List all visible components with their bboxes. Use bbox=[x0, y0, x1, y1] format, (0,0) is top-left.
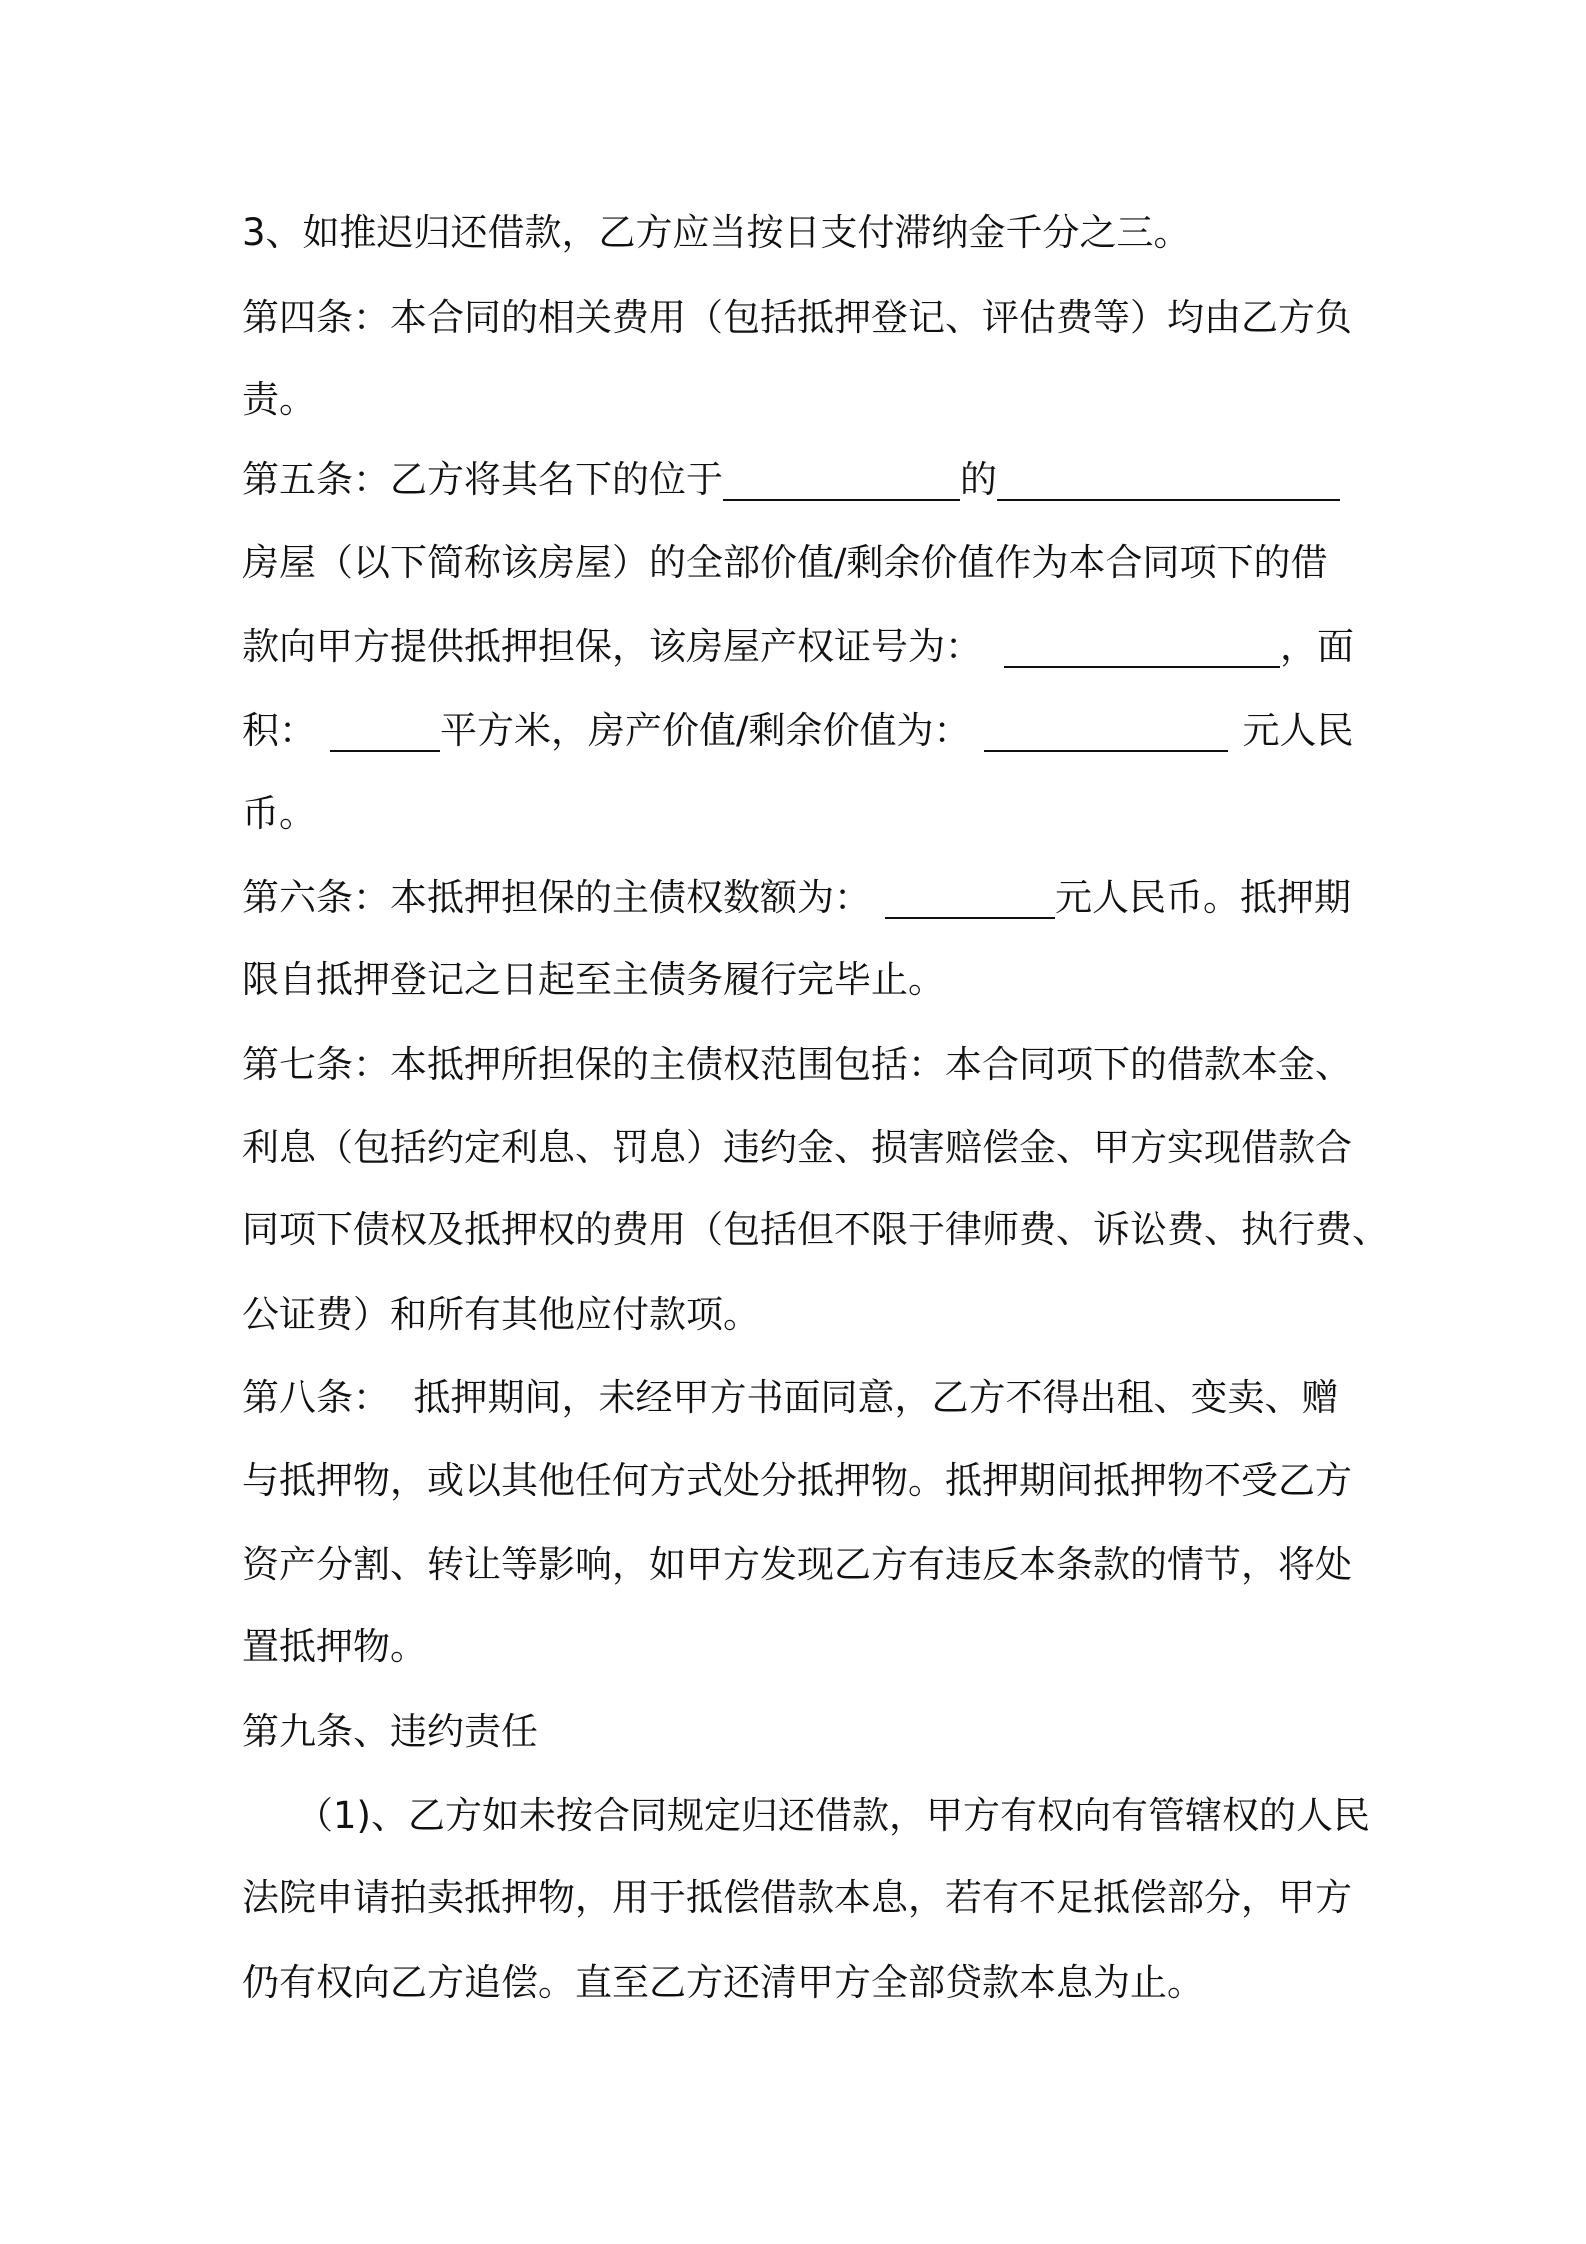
article-6-line-1 bbox=[242, 873, 1352, 923]
article-5-line-5 bbox=[242, 789, 1352, 839]
text-line: 第九条、违约责任 bbox=[242, 1710, 538, 1753]
blank-location[interactable] bbox=[723, 459, 960, 501]
text-line: 款向甲方提供抵押担保，该房屋产权证号为： bbox=[242, 625, 982, 668]
text-line: 公证费）和所有其他应付款项。 bbox=[242, 1293, 760, 1336]
text-line: 第八条： 抵押期间，未经甲方书面同意，乙方不得出租、变卖、赠 bbox=[242, 1376, 1339, 1419]
text-line: 法院申请拍卖抵押物，用于抵偿借款本息，若有不足抵偿部分，甲方 bbox=[242, 1876, 1352, 1919]
text-line: 第六条：本抵押担保的主债权数额为： bbox=[242, 876, 871, 919]
article-7-line-2 bbox=[242, 1123, 1352, 1173]
article-8-line-3 bbox=[242, 1540, 1352, 1590]
article-5-line-2 bbox=[242, 538, 1352, 588]
article-9-item-1-line-2 bbox=[242, 1873, 1352, 1923]
text-line: 限自抵押登记之日起至主债务履行完毕止。 bbox=[242, 958, 945, 1001]
text-line: 同项下债权及抵押权的费用（包括但不限于律师费、诉讼费、执行费、 bbox=[242, 1208, 1389, 1251]
clause-3-late-fee bbox=[242, 208, 1352, 258]
article-5-line-1 bbox=[242, 455, 1352, 505]
text-line: ，面 bbox=[1280, 625, 1354, 668]
text-line: 责。 bbox=[242, 378, 316, 421]
article-7-line-3 bbox=[242, 1205, 1389, 1255]
blank-certificate-number[interactable] bbox=[1004, 626, 1280, 668]
article-4-line-1 bbox=[242, 293, 1352, 343]
text-line: 资产分割、转让等影响，如甲方发现乙方有违反本条款的情节，将处 bbox=[242, 1543, 1352, 1586]
text-line: 平方米，房产价值/剩余价值为： bbox=[440, 709, 971, 752]
text-line: 与抵押物，或以其他任何方式处分抵押物。抵押期间抵押物不受乙方 bbox=[242, 1459, 1352, 1502]
article-5-line-3 bbox=[242, 622, 1352, 672]
text-line: 第四条：本合同的相关费用（包括抵押登记、评估费等）均由乙方负 bbox=[242, 296, 1352, 339]
article-8-line-4 bbox=[242, 1622, 1352, 1672]
article-8-line-1 bbox=[242, 1373, 1352, 1423]
article-4-line-2 bbox=[242, 375, 1352, 425]
text-line: 积： bbox=[242, 709, 316, 752]
article-8-line-2 bbox=[242, 1456, 1352, 1506]
blank-principal-amount[interactable] bbox=[885, 877, 1055, 919]
blank-location-detail[interactable] bbox=[997, 459, 1340, 501]
text-line: 房屋（以下简称该房屋）的全部价值/剩余价值作为本合同项下的借 bbox=[242, 541, 1328, 584]
article-9-item-1-line-1 bbox=[296, 1791, 1370, 1841]
text-line: 币。 bbox=[242, 792, 316, 835]
text-line: 第五条：乙方将其名下的位于 bbox=[242, 458, 723, 501]
text-line: 元人民币。抵押期 bbox=[1055, 876, 1351, 919]
text-line: （1)、乙方如未按合同规定归还借款，甲方有权向有管辖权的人民 bbox=[296, 1794, 1370, 1837]
text-line: 的 bbox=[960, 458, 997, 501]
blank-area[interactable] bbox=[330, 710, 440, 752]
text-line: 仍有权向乙方追偿。直至乙方还清甲方全部贷款本息为止。 bbox=[242, 1961, 1204, 2004]
text-line: 利息（包括约定利息、罚息）违约金、损害赔偿金、甲方实现借款合 bbox=[242, 1126, 1352, 1169]
blank-property-value[interactable] bbox=[984, 710, 1228, 752]
text-line: 置抵押物。 bbox=[242, 1625, 427, 1668]
article-7-line-1 bbox=[242, 1040, 1352, 1090]
text-line: 元人民 bbox=[1242, 709, 1354, 752]
article-5-line-4 bbox=[242, 706, 1352, 756]
text-line: 3、如推迟归还借款，乙方应当按日支付滞纳金千分之三。 bbox=[242, 211, 1191, 254]
article-9-item-1-line-3 bbox=[242, 1958, 1352, 2008]
article-7-line-4 bbox=[242, 1290, 1352, 1340]
article-9-heading bbox=[242, 1707, 1352, 1757]
text-line: 第七条：本抵押所担保的主债权范围包括：本合同项下的借款本金、 bbox=[242, 1043, 1352, 1086]
article-6-line-2 bbox=[242, 955, 1352, 1005]
